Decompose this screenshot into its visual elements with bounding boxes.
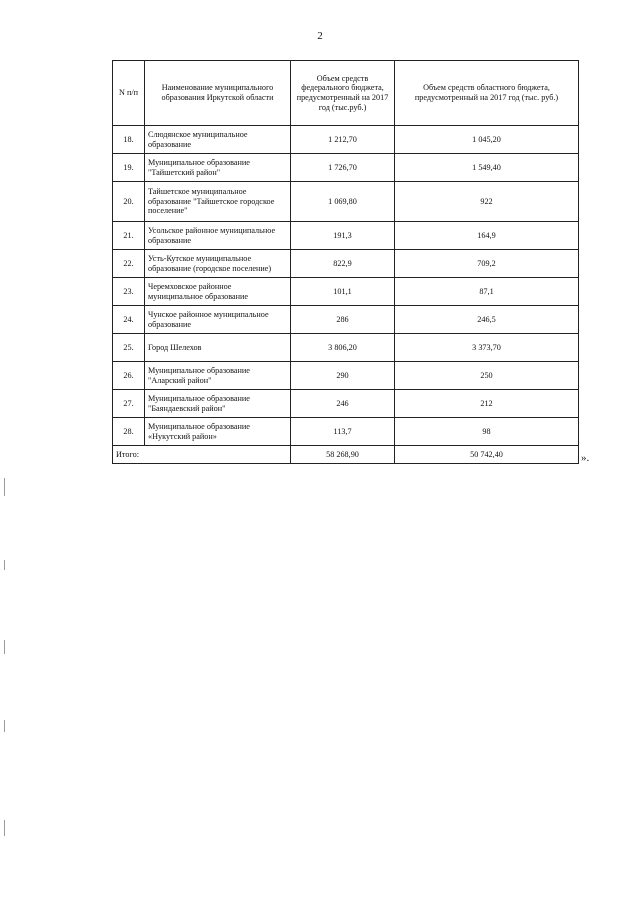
regional-value: 1 549,40 bbox=[395, 154, 579, 182]
total-regional-value: 50 742,40 bbox=[395, 446, 579, 464]
budget-table bbox=[112, 60, 579, 464]
total-federal-value: 58 268,90 bbox=[291, 446, 395, 464]
municipality-name: Город Шелехов bbox=[145, 334, 291, 362]
federal-value: 822,9 bbox=[291, 250, 395, 278]
scan-artifact bbox=[4, 560, 5, 570]
federal-value: 101,1 bbox=[291, 278, 395, 306]
municipality-name: Усть-Кутское муниципальное образование (городское поселение) bbox=[145, 250, 291, 278]
header-federal-budget: Объем средств федерального бюджета, предусмотренный на 2017 год (тыс.руб.) bbox=[291, 61, 395, 126]
table-row bbox=[113, 278, 579, 306]
row-number: 20. bbox=[113, 182, 145, 222]
scan-artifact bbox=[4, 720, 5, 732]
table-row bbox=[113, 390, 579, 418]
table-row bbox=[113, 362, 579, 390]
federal-value: 246 bbox=[291, 390, 395, 418]
municipality-name: Слюдянское муниципальное образование bbox=[145, 126, 291, 154]
total-label: Итого: bbox=[113, 446, 291, 464]
regional-value: 87,1 bbox=[395, 278, 579, 306]
scan-artifact bbox=[4, 640, 5, 654]
table-body bbox=[113, 126, 579, 464]
municipality-name: Усольское районное муниципальное образование bbox=[145, 222, 291, 250]
closing-quote-mark: ». bbox=[581, 452, 590, 464]
table-row bbox=[113, 222, 579, 250]
row-number: 26. bbox=[113, 362, 145, 390]
header-regional-budget: Объем средств областного бюджета, предусмотренный на 2017 год (тыс. руб.) bbox=[395, 61, 579, 126]
federal-value: 286 bbox=[291, 306, 395, 334]
federal-value: 113,7 bbox=[291, 418, 395, 446]
federal-value: 1 726,70 bbox=[291, 154, 395, 182]
row-number: 21. bbox=[113, 222, 145, 250]
table-row bbox=[113, 306, 579, 334]
row-number: 18. bbox=[113, 126, 145, 154]
row-number: 25. bbox=[113, 334, 145, 362]
federal-value: 3 806,20 bbox=[291, 334, 395, 362]
regional-value: 98 bbox=[395, 418, 579, 446]
header-num: N п/п bbox=[113, 61, 145, 126]
row-number: 24. bbox=[113, 306, 145, 334]
municipality-name: Чунское районное муниципальное образование bbox=[145, 306, 291, 334]
federal-value: 191,3 bbox=[291, 222, 395, 250]
table-row bbox=[113, 154, 579, 182]
table-row bbox=[113, 334, 579, 362]
municipality-name: Муниципальное образование «Нукутский район» bbox=[145, 418, 291, 446]
regional-value: 922 bbox=[395, 182, 579, 222]
scan-artifact bbox=[4, 820, 5, 836]
municipality-name: Черемховское районное муниципальное образование bbox=[145, 278, 291, 306]
header-municipality: Наименование муниципального образования Иркутской области bbox=[145, 61, 291, 126]
regional-value: 164,9 bbox=[395, 222, 579, 250]
regional-value: 212 bbox=[395, 390, 579, 418]
federal-value: 1 212,70 bbox=[291, 126, 395, 154]
municipality-name: Муниципальное образование "Баяндаевский район" bbox=[145, 390, 291, 418]
regional-value: 246,5 bbox=[395, 306, 579, 334]
table-row bbox=[113, 418, 579, 446]
row-number: 28. bbox=[113, 418, 145, 446]
row-number: 27. bbox=[113, 390, 145, 418]
regional-value: 3 373,70 bbox=[395, 334, 579, 362]
table-header bbox=[113, 61, 579, 126]
row-number: 23. bbox=[113, 278, 145, 306]
municipality-name: Тайшетское муниципальное образование "Тайшетское городское поселение" bbox=[145, 182, 291, 222]
municipality-name: Муниципальное образование "Аларский район" bbox=[145, 362, 291, 390]
row-number: 19. bbox=[113, 154, 145, 182]
municipality-name: Муниципальное образование "Тайшетский район" bbox=[145, 154, 291, 182]
regional-value: 709,2 bbox=[395, 250, 579, 278]
table-row bbox=[113, 182, 579, 222]
regional-value: 1 045,20 bbox=[395, 126, 579, 154]
page-number: 2 bbox=[317, 30, 323, 42]
federal-value: 290 bbox=[291, 362, 395, 390]
header-row bbox=[113, 61, 579, 126]
row-number: 22. bbox=[113, 250, 145, 278]
table-row bbox=[113, 126, 579, 154]
regional-value: 250 bbox=[395, 362, 579, 390]
scan-artifact bbox=[4, 478, 5, 496]
table-row bbox=[113, 250, 579, 278]
federal-value: 1 069,80 bbox=[291, 182, 395, 222]
total-row bbox=[113, 446, 579, 464]
